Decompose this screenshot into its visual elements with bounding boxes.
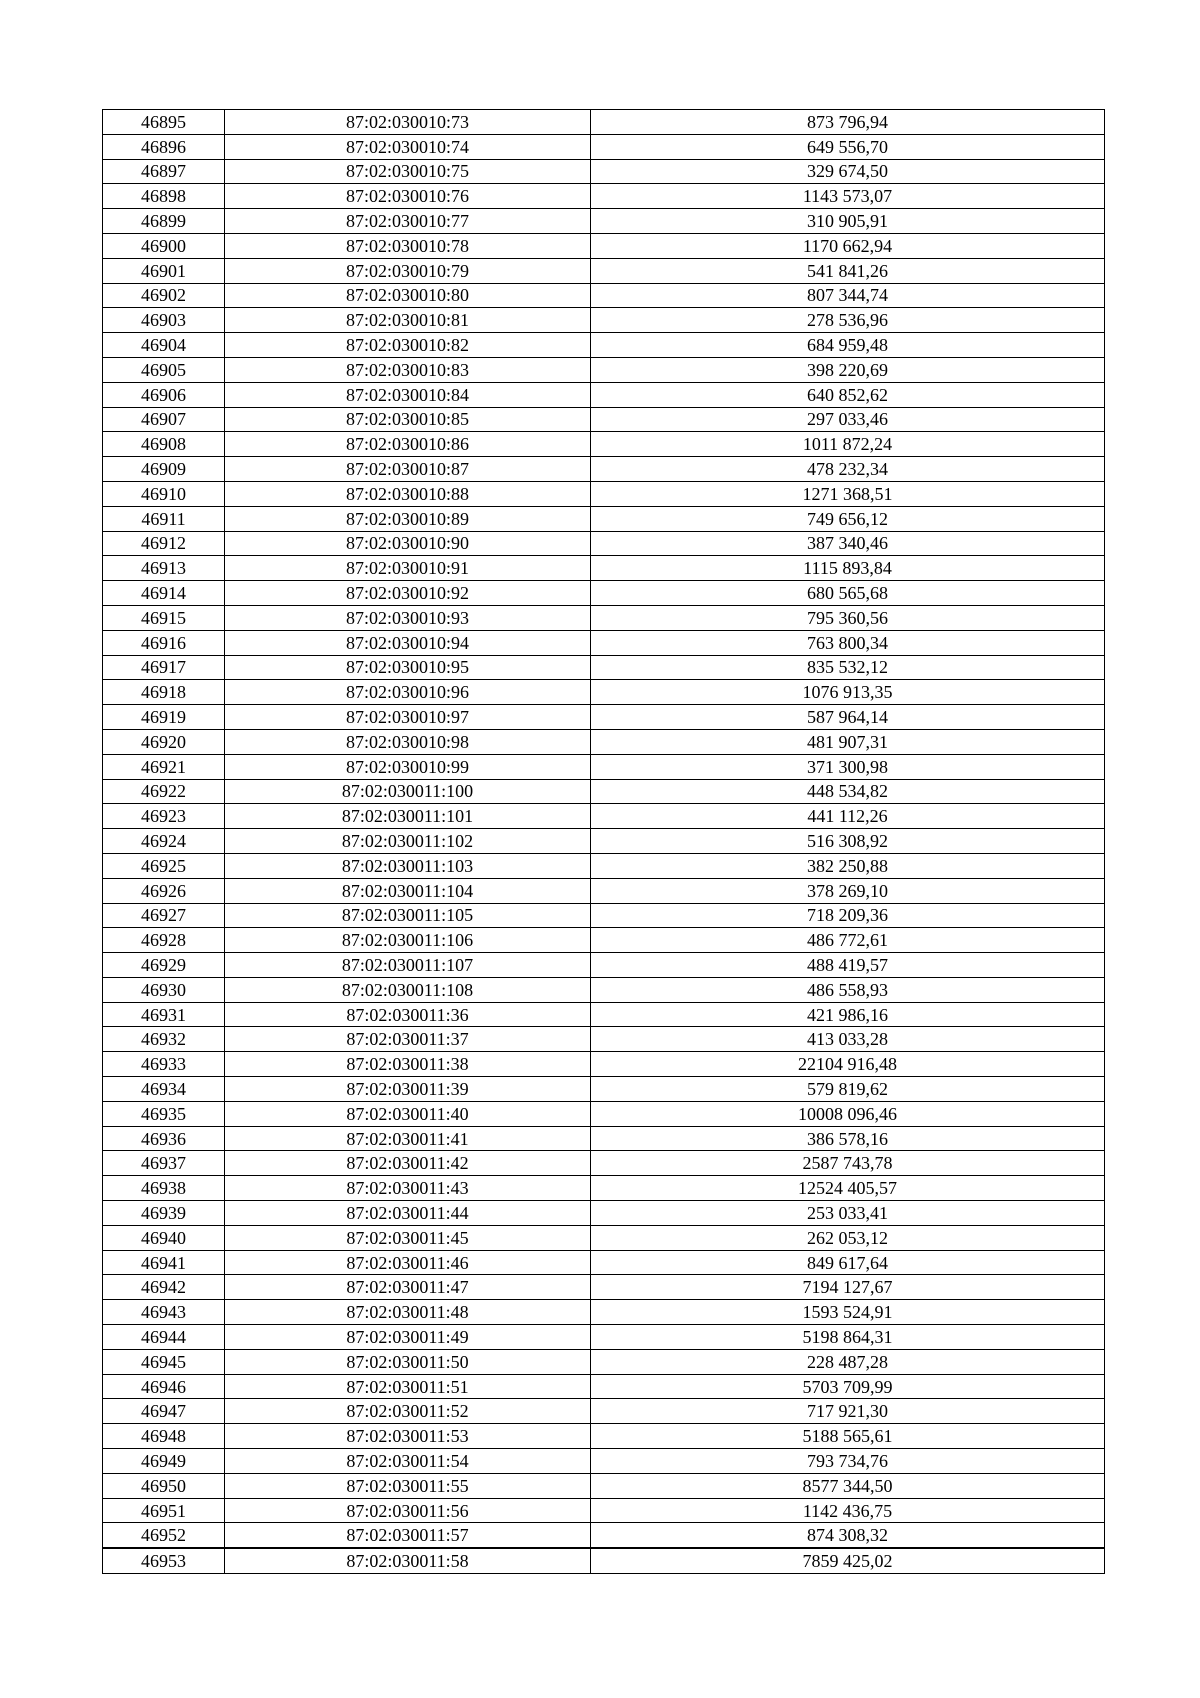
row-number-cell: 46927 [103, 903, 225, 928]
cadastral-number-cell: 87:02:030010:87 [225, 457, 591, 482]
cadastral-number-cell: 87:02:030011:106 [225, 928, 591, 953]
cadastral-value-cell: 749 656,12 [591, 506, 1105, 531]
row-number-cell: 46918 [103, 680, 225, 705]
row-number-cell: 46906 [103, 382, 225, 407]
row-number-cell: 46950 [103, 1473, 225, 1498]
cadastral-number-cell: 87:02:030010:98 [225, 729, 591, 754]
row-number-cell: 46922 [103, 779, 225, 804]
row-number-cell: 46932 [103, 1027, 225, 1052]
table-row [103, 829, 1105, 854]
table-row [103, 977, 1105, 1002]
cadastral-value-cell: 310 905,91 [591, 209, 1105, 234]
cadastral-number-cell: 87:02:030011:56 [225, 1498, 591, 1523]
cadastral-number-cell: 87:02:030010:90 [225, 531, 591, 556]
cadastral-value-cell: 486 772,61 [591, 928, 1105, 953]
table-row [103, 1101, 1105, 1126]
table-row [103, 233, 1105, 258]
row-number-cell: 46953 [103, 1548, 225, 1573]
cadastral-value-cell: 1593 524,91 [591, 1300, 1105, 1325]
cadastral-number-cell: 87:02:030011:58 [225, 1548, 591, 1573]
table-row [103, 1349, 1105, 1374]
row-number-cell: 46949 [103, 1449, 225, 1474]
row-number-cell: 46902 [103, 283, 225, 308]
cadastral-number-cell: 87:02:030010:84 [225, 382, 591, 407]
cadastral-value-cell: 718 209,36 [591, 903, 1105, 928]
cadastral-value-cell: 329 674,50 [591, 159, 1105, 184]
row-number-cell: 46938 [103, 1176, 225, 1201]
table-row [103, 184, 1105, 209]
cadastral-number-cell: 87:02:030010:74 [225, 134, 591, 159]
row-number-cell: 46910 [103, 481, 225, 506]
table-row [103, 333, 1105, 358]
cadastral-value-cell: 7859 425,02 [591, 1548, 1105, 1573]
row-number-cell: 46945 [103, 1349, 225, 1374]
cadastral-number-cell: 87:02:030010:95 [225, 655, 591, 680]
table-row [103, 878, 1105, 903]
row-number-cell: 46951 [103, 1498, 225, 1523]
cadastral-number-cell: 87:02:030011:52 [225, 1399, 591, 1424]
table-row [103, 1126, 1105, 1151]
table-row [103, 1424, 1105, 1449]
table-row [103, 407, 1105, 432]
cadastral-value-cell: 253 033,41 [591, 1201, 1105, 1226]
table-row [103, 432, 1105, 457]
cadastral-value-cell: 5198 864,31 [591, 1325, 1105, 1350]
cadastral-value-cell: 1076 913,35 [591, 680, 1105, 705]
cadastral-value-cell: 541 841,26 [591, 258, 1105, 283]
table-row [103, 1077, 1105, 1102]
cadastral-value-cell: 849 617,64 [591, 1250, 1105, 1275]
cadastral-number-cell: 87:02:030011:43 [225, 1176, 591, 1201]
cadastral-value-cell: 649 556,70 [591, 134, 1105, 159]
cadastral-value-cell: 7194 127,67 [591, 1275, 1105, 1300]
row-number-cell: 46939 [103, 1201, 225, 1226]
table-row [103, 754, 1105, 779]
row-number-cell: 46941 [103, 1250, 225, 1275]
table-row [103, 1498, 1105, 1523]
cadastral-number-cell: 87:02:030011:50 [225, 1349, 591, 1374]
cadastral-value-cell: 278 536,96 [591, 308, 1105, 333]
cadastral-value-cell: 5703 709,99 [591, 1374, 1105, 1399]
cadastral-value-cell: 371 300,98 [591, 754, 1105, 779]
cadastral-number-cell: 87:02:030011:55 [225, 1473, 591, 1498]
table-row [103, 680, 1105, 705]
cadastral-value-cell: 12524 405,57 [591, 1176, 1105, 1201]
table-row [103, 581, 1105, 606]
row-number-cell: 46913 [103, 556, 225, 581]
row-number-cell: 46901 [103, 258, 225, 283]
cadastral-number-cell: 87:02:030011:49 [225, 1325, 591, 1350]
table-row [103, 209, 1105, 234]
row-number-cell: 46923 [103, 804, 225, 829]
table-row [103, 1176, 1105, 1201]
row-number-cell: 46911 [103, 506, 225, 531]
table-row [103, 1523, 1105, 1548]
cadastral-number-cell: 87:02:030011:37 [225, 1027, 591, 1052]
cadastral-number-cell: 87:02:030011:41 [225, 1126, 591, 1151]
cadastral-value-cell: 8577 344,50 [591, 1473, 1105, 1498]
cadastral-value-cell: 228 487,28 [591, 1349, 1105, 1374]
cadastral-number-cell: 87:02:030011:101 [225, 804, 591, 829]
row-number-cell: 46934 [103, 1077, 225, 1102]
cadastral-value-cell: 478 232,34 [591, 457, 1105, 482]
row-number-cell: 46915 [103, 605, 225, 630]
cadastral-value-cell: 763 800,34 [591, 630, 1105, 655]
cadastral-number-cell: 87:02:030010:85 [225, 407, 591, 432]
cadastral-value-cell: 1170 662,94 [591, 233, 1105, 258]
cadastral-number-cell: 87:02:030010:94 [225, 630, 591, 655]
cadastral-number-cell: 87:02:030010:93 [225, 605, 591, 630]
cadastral-number-cell: 87:02:030011:108 [225, 977, 591, 1002]
cadastral-value-cell: 22104 916,48 [591, 1052, 1105, 1077]
table-row [103, 457, 1105, 482]
row-number-cell: 46931 [103, 1002, 225, 1027]
cadastral-value-cell: 488 419,57 [591, 953, 1105, 978]
cadastral-number-cell: 87:02:030010:89 [225, 506, 591, 531]
row-number-cell: 46924 [103, 829, 225, 854]
cadastral-number-cell: 87:02:030010:82 [225, 333, 591, 358]
cadastral-number-cell: 87:02:030010:88 [225, 481, 591, 506]
cadastral-value-cell: 297 033,46 [591, 407, 1105, 432]
row-number-cell: 46928 [103, 928, 225, 953]
cadastral-number-cell: 87:02:030010:79 [225, 258, 591, 283]
table-row [103, 903, 1105, 928]
cadastral-value-cell: 640 852,62 [591, 382, 1105, 407]
cadastral-number-cell: 87:02:030011:103 [225, 853, 591, 878]
cadastral-value-cell: 835 532,12 [591, 655, 1105, 680]
cadastral-number-cell: 87:02:030011:39 [225, 1077, 591, 1102]
cadastral-value-cell: 1271 368,51 [591, 481, 1105, 506]
cadastral-number-cell: 87:02:030011:105 [225, 903, 591, 928]
row-number-cell: 46942 [103, 1275, 225, 1300]
row-number-cell: 46899 [103, 209, 225, 234]
table-row [103, 159, 1105, 184]
cadastral-number-cell: 87:02:030011:107 [225, 953, 591, 978]
cadastral-number-cell: 87:02:030010:81 [225, 308, 591, 333]
cadastral-value-cell: 1115 893,84 [591, 556, 1105, 581]
table-row [103, 134, 1105, 159]
table-row [103, 556, 1105, 581]
cadastral-number-cell: 87:02:030010:78 [225, 233, 591, 258]
row-number-cell: 46912 [103, 531, 225, 556]
cadastral-value-cell: 579 819,62 [591, 1077, 1105, 1102]
row-number-cell: 46908 [103, 432, 225, 457]
cadastral-number-cell: 87:02:030011:104 [225, 878, 591, 903]
table-row [103, 729, 1105, 754]
row-number-cell: 46944 [103, 1325, 225, 1350]
row-number-cell: 46897 [103, 159, 225, 184]
row-number-cell: 46943 [103, 1300, 225, 1325]
cadastral-number-cell: 87:02:030011:44 [225, 1201, 591, 1226]
cadastral-number-cell: 87:02:030011:47 [225, 1275, 591, 1300]
table-row [103, 1473, 1105, 1498]
cadastral-number-cell: 87:02:030011:53 [225, 1424, 591, 1449]
row-number-cell: 46920 [103, 729, 225, 754]
row-number-cell: 46905 [103, 357, 225, 382]
table-row [103, 1548, 1105, 1573]
cadastral-value-cell: 684 959,48 [591, 333, 1105, 358]
cadastral-number-cell: 87:02:030011:40 [225, 1101, 591, 1126]
cadastral-number-cell: 87:02:030010:96 [225, 680, 591, 705]
row-number-cell: 46903 [103, 308, 225, 333]
row-number-cell: 46898 [103, 184, 225, 209]
cadastral-value-cell: 387 340,46 [591, 531, 1105, 556]
cadastral-value-cell: 795 360,56 [591, 605, 1105, 630]
cadastral-number-cell: 87:02:030011:46 [225, 1250, 591, 1275]
cadastral-value-cell: 1143 573,07 [591, 184, 1105, 209]
table-row [103, 1151, 1105, 1176]
row-number-cell: 46936 [103, 1126, 225, 1151]
cadastral-value-cell: 516 308,92 [591, 829, 1105, 854]
cadastral-value-cell: 386 578,16 [591, 1126, 1105, 1151]
cadastral-value-cell: 398 220,69 [591, 357, 1105, 382]
table-row [103, 1052, 1105, 1077]
table-row [103, 1300, 1105, 1325]
table-row [103, 1399, 1105, 1424]
cadastral-value-cell: 10008 096,46 [591, 1101, 1105, 1126]
row-number-cell: 46916 [103, 630, 225, 655]
row-number-cell: 46921 [103, 754, 225, 779]
row-number-cell: 46904 [103, 333, 225, 358]
row-number-cell: 46896 [103, 134, 225, 159]
cadastral-value-cell: 378 269,10 [591, 878, 1105, 903]
cadastral-number-cell: 87:02:030011:36 [225, 1002, 591, 1027]
table-row [103, 1027, 1105, 1052]
table-row [103, 1225, 1105, 1250]
row-number-cell: 46914 [103, 581, 225, 606]
cadastral-value-cell: 1142 436,75 [591, 1498, 1105, 1523]
row-number-cell: 46919 [103, 705, 225, 730]
row-number-cell: 46952 [103, 1523, 225, 1548]
row-number-cell: 46933 [103, 1052, 225, 1077]
row-number-cell: 46907 [103, 407, 225, 432]
row-number-cell: 46935 [103, 1101, 225, 1126]
cadastral-number-cell: 87:02:030010:76 [225, 184, 591, 209]
cadastral-value-cell: 448 534,82 [591, 779, 1105, 804]
cadastral-value-cell: 262 053,12 [591, 1225, 1105, 1250]
row-number-cell: 46930 [103, 977, 225, 1002]
cadastral-number-cell: 87:02:030010:73 [225, 110, 591, 135]
table-row [103, 506, 1105, 531]
cadastral-value-cell: 587 964,14 [591, 705, 1105, 730]
table-row [103, 655, 1105, 680]
cadastral-number-cell: 87:02:030011:100 [225, 779, 591, 804]
cadastral-value-cell: 717 921,30 [591, 1399, 1105, 1424]
cadastral-value-cell: 486 558,93 [591, 977, 1105, 1002]
table-row [103, 1275, 1105, 1300]
table-row [103, 1325, 1105, 1350]
table-row [103, 804, 1105, 829]
table-row [103, 1449, 1105, 1474]
cadastral-number-cell: 87:02:030011:51 [225, 1374, 591, 1399]
cadastral-value-cell: 5188 565,61 [591, 1424, 1105, 1449]
table-row [103, 705, 1105, 730]
row-number-cell: 46909 [103, 457, 225, 482]
table-row [103, 308, 1105, 333]
table-row [103, 1250, 1105, 1275]
table-row [103, 605, 1105, 630]
cadastral-value-cell: 481 907,31 [591, 729, 1105, 754]
row-number-cell: 46895 [103, 110, 225, 135]
table-row [103, 1374, 1105, 1399]
cadastral-value-cell: 793 734,76 [591, 1449, 1105, 1474]
table-row [103, 630, 1105, 655]
cadastral-value-cell: 382 250,88 [591, 853, 1105, 878]
cadastral-number-cell: 87:02:030010:77 [225, 209, 591, 234]
cadastral-number-cell: 87:02:030011:38 [225, 1052, 591, 1077]
cadastral-value-cell: 874 308,32 [591, 1523, 1105, 1548]
row-number-cell: 46929 [103, 953, 225, 978]
row-number-cell: 46900 [103, 233, 225, 258]
row-number-cell: 46948 [103, 1424, 225, 1449]
table-row [103, 531, 1105, 556]
table-row [103, 258, 1105, 283]
cadastral-value-cell: 680 565,68 [591, 581, 1105, 606]
cadastral-number-cell: 87:02:030011:57 [225, 1523, 591, 1548]
row-number-cell: 46946 [103, 1374, 225, 1399]
cadastral-number-cell: 87:02:030010:97 [225, 705, 591, 730]
cadastral-number-cell: 87:02:030011:54 [225, 1449, 591, 1474]
row-number-cell: 46917 [103, 655, 225, 680]
cadastral-number-cell: 87:02:030010:91 [225, 556, 591, 581]
table-row [103, 382, 1105, 407]
table-row [103, 953, 1105, 978]
cadastral-value-cell: 413 033,28 [591, 1027, 1105, 1052]
cadastral-number-cell: 87:02:030010:92 [225, 581, 591, 606]
row-number-cell: 46937 [103, 1151, 225, 1176]
cadastral-number-cell: 87:02:030010:86 [225, 432, 591, 457]
cadastral-value-table [102, 109, 1105, 1574]
cadastral-number-cell: 87:02:030011:48 [225, 1300, 591, 1325]
table-body [103, 110, 1105, 1574]
cadastral-value-cell: 441 112,26 [591, 804, 1105, 829]
table-row [103, 357, 1105, 382]
cadastral-value-cell: 421 986,16 [591, 1002, 1105, 1027]
cadastral-value-cell: 807 344,74 [591, 283, 1105, 308]
table-row [103, 481, 1105, 506]
cadastral-number-cell: 87:02:030011:45 [225, 1225, 591, 1250]
row-number-cell: 46926 [103, 878, 225, 903]
cadastral-value-cell: 2587 743,78 [591, 1151, 1105, 1176]
table-row [103, 779, 1105, 804]
table-row [103, 853, 1105, 878]
table-row [103, 283, 1105, 308]
table-row [103, 1201, 1105, 1226]
table-row [103, 110, 1105, 135]
cadastral-number-cell: 87:02:030010:83 [225, 357, 591, 382]
cadastral-number-cell: 87:02:030011:42 [225, 1151, 591, 1176]
cadastral-value-cell: 873 796,94 [591, 110, 1105, 135]
row-number-cell: 46947 [103, 1399, 225, 1424]
cadastral-number-cell: 87:02:030011:102 [225, 829, 591, 854]
cadastral-number-cell: 87:02:030010:99 [225, 754, 591, 779]
table-row [103, 1002, 1105, 1027]
row-number-cell: 46940 [103, 1225, 225, 1250]
table-row [103, 928, 1105, 953]
cadastral-number-cell: 87:02:030010:75 [225, 159, 591, 184]
row-number-cell: 46925 [103, 853, 225, 878]
cadastral-number-cell: 87:02:030010:80 [225, 283, 591, 308]
cadastral-value-cell: 1011 872,24 [591, 432, 1105, 457]
